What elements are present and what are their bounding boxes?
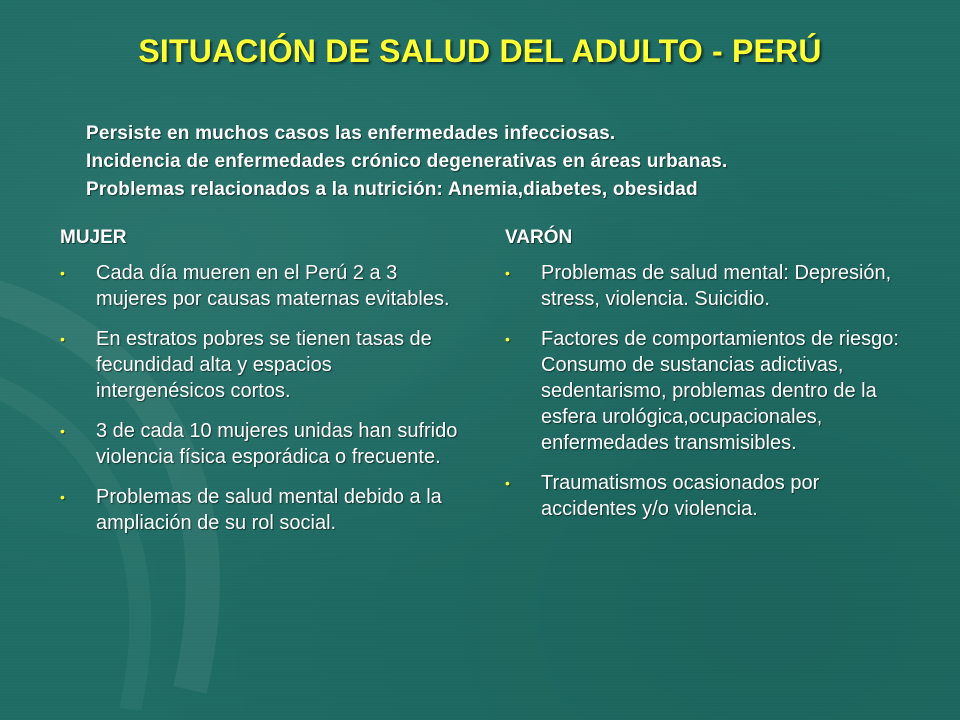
bullet-icon: • — [60, 331, 65, 347]
intro-line: Problemas relacionados a la nutrición: Anemia,diabetes, obesidad — [86, 179, 698, 200]
mujer-heading: MUJER — [60, 227, 127, 248]
list-item — [60, 418, 460, 470]
mujer-column — [60, 226, 460, 550]
bullet-icon: • — [60, 265, 65, 281]
bullet-icon: • — [505, 265, 510, 281]
intro-line: Incidencia de enfermedades crónico degenerativas en áreas urbanas. — [86, 151, 728, 172]
list-item — [60, 260, 460, 312]
bullet-icon: • — [505, 475, 510, 491]
list-item — [60, 326, 460, 404]
varon-column — [505, 226, 905, 536]
bullet-icon: • — [505, 331, 510, 347]
bullet-icon: • — [60, 423, 65, 439]
list-item — [505, 326, 905, 456]
bullet-text: Problemas de salud mental: Depresión, stress, violencia. Suicidio. — [541, 262, 892, 310]
bullet-text: Cada día mueren en el Perú 2 a 3 mujeres por causas maternas evitables. — [96, 262, 450, 310]
intro-line: Persiste en muchos casos las enfermedades infecciosas. — [86, 123, 616, 144]
bullet-text: Traumatismos ocasionados por accidentes y/o violencia. — [541, 472, 820, 520]
varon-heading: VARÓN — [505, 227, 573, 248]
intro-text-block — [86, 120, 926, 204]
bullet-icon: • — [60, 489, 65, 505]
bullet-text: En estratos pobres se tienen tasas de fecundidad alta y espacios intergenésicos cortos. — [96, 328, 432, 402]
bullet-text: Problemas de salud mental debido a la ampliación de su rol social. — [96, 486, 442, 534]
list-item — [505, 260, 905, 312]
list-item — [505, 470, 905, 522]
mujer-bullet-list — [60, 260, 460, 536]
list-item — [60, 484, 460, 536]
bullet-text: Factores de comportamientos de riesgo: Consumo de sustancias adictivas, sedentarismo, problemas dentro de la esfera urológica,ocupacionales, enfermedades transmisibles. — [541, 328, 899, 454]
slide-title: SITUACIÓN DE SALUD DEL ADULTO - PERÚ — [138, 33, 822, 69]
varon-bullet-list — [505, 260, 905, 522]
bullet-text: 3 de cada 10 mujeres unidas han sufrido violencia física esporádica o frecuente. — [96, 420, 458, 468]
